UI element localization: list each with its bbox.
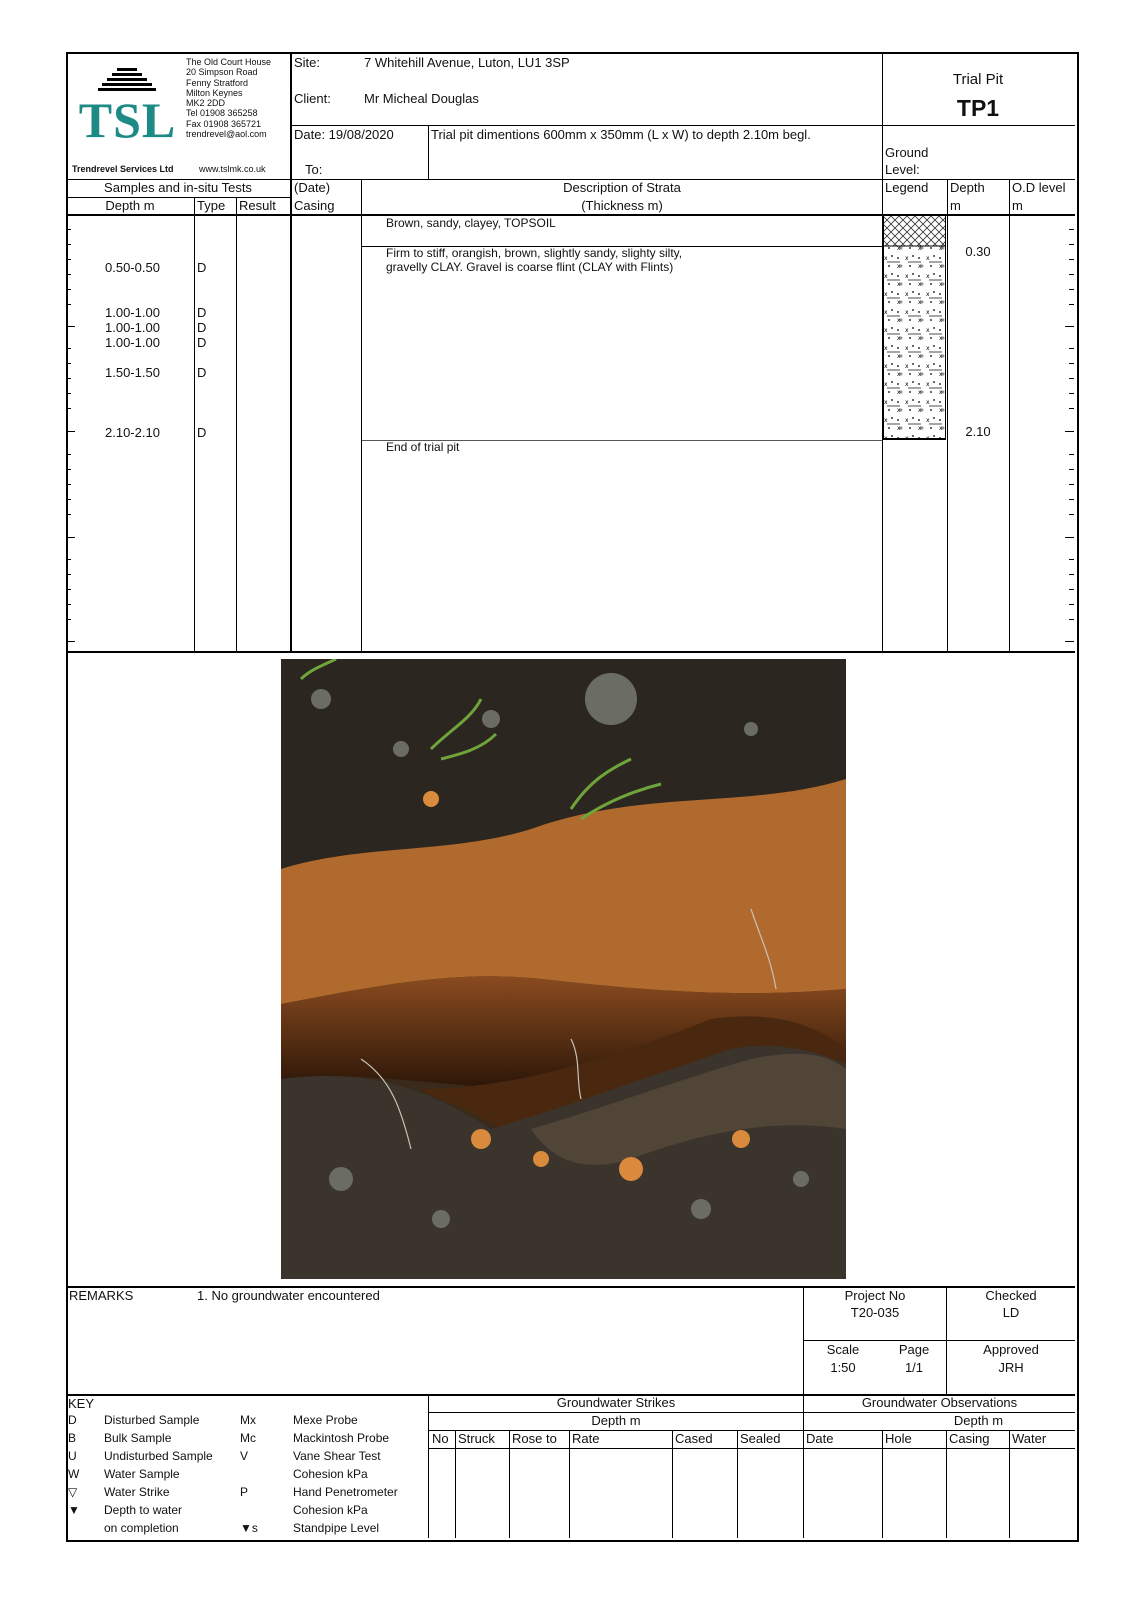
divider — [946, 1287, 947, 1395]
col-legend: Legend — [885, 180, 929, 195]
sample-type: D — [197, 305, 207, 320]
gw-col-hole: Hole — [885, 1431, 912, 1446]
scale-tick — [66, 604, 71, 605]
site-value: 7 Whitehill Avenue, Luton, LU1 3SP — [364, 55, 570, 70]
sample-depth: 1.50-1.50 — [105, 365, 160, 380]
gw-col-casing: Casing — [949, 1431, 990, 1446]
gw-col-no: No — [432, 1431, 449, 1446]
gw-col-rose-to: Rose to — [512, 1431, 557, 1446]
scale-tick — [1069, 244, 1074, 245]
key-title: KEY — [68, 1396, 95, 1411]
strata-description: gravelly CLAY. Gravel is coarse flint (CLAY with Flints) — [386, 260, 674, 274]
client-value: Mr Micheal Douglas — [364, 91, 479, 106]
scale-tick — [66, 289, 71, 290]
sample-type: D — [197, 260, 207, 275]
page-label: Page — [898, 1342, 930, 1357]
gw-col-cased: Cased — [675, 1431, 713, 1446]
divider — [1009, 1430, 1010, 1538]
address-line: The Old Court House — [186, 57, 272, 67]
scale-tick — [1065, 537, 1074, 538]
divider — [882, 1430, 883, 1538]
scale-tick — [1069, 289, 1074, 290]
divider — [291, 125, 1075, 126]
divider — [361, 180, 362, 652]
key-code: U — [68, 1449, 77, 1463]
gw-col-water: Water — [1012, 1431, 1047, 1446]
trial-pit-id: TP1 — [956, 95, 1000, 121]
address-line: Fenny Stratford — [186, 77, 249, 88]
water-depth-icon: ▼ — [68, 1503, 80, 1517]
trial-pit-note: Trial pit dimentions 600mm x 350mm (L x W) to depth 2.10m begl. — [431, 127, 811, 142]
address-line: Tel 01908 365258 — [186, 108, 258, 119]
key-row — [68, 1449, 213, 1467]
remarks-text: 1. No groundwater encountered — [197, 1288, 380, 1303]
key-desc: Water Sample — [104, 1467, 180, 1481]
sample-depth: 2.10-2.10 — [105, 425, 160, 440]
scale-tick — [66, 454, 71, 455]
scale-tick — [66, 537, 75, 538]
sample-type: D — [197, 365, 207, 380]
sample-depth: 1.00-1.00 — [105, 320, 160, 335]
scale-tick — [66, 326, 75, 327]
scale-tick — [66, 229, 71, 230]
col-depth-2: Depth — [950, 180, 985, 195]
sample-type: D — [197, 425, 207, 440]
strata-depth: 2.10 — [965, 424, 991, 439]
key-desc: Water Strike — [104, 1485, 170, 1499]
checked-label: Checked — [985, 1288, 1037, 1303]
scale-tick — [1069, 229, 1074, 230]
key-row — [240, 1413, 398, 1431]
scale-tick — [1069, 259, 1074, 260]
date-label: Date: 19/08/2020 — [294, 127, 394, 142]
scale-tick — [1069, 619, 1074, 620]
level-label: Level: — [885, 162, 920, 177]
divider — [509, 1430, 510, 1538]
key-row — [68, 1467, 213, 1485]
scale-tick — [1069, 393, 1074, 394]
key-row — [68, 1503, 213, 1521]
address-line: Fax 01908 365721 — [186, 118, 262, 129]
scale-tick — [1069, 484, 1074, 485]
company-address — [186, 57, 271, 139]
trial-pit-photo — [281, 659, 846, 1279]
company-website[interactable]: www.tslmk.co.uk — [199, 164, 266, 174]
key-row — [240, 1485, 398, 1503]
scale-tick — [66, 304, 71, 305]
scale-tick — [66, 378, 71, 379]
key-desc: Undisturbed Sample — [104, 1449, 213, 1463]
divider — [737, 1430, 738, 1538]
sample-type: D — [197, 320, 207, 335]
divider — [236, 197, 237, 652]
col-samples: Samples and in-situ Tests — [104, 180, 252, 195]
key-right — [240, 1413, 398, 1539]
scale-tick — [66, 469, 71, 470]
key-desc: Cohesion kPa — [293, 1467, 368, 1481]
divider — [428, 1448, 1075, 1449]
scale-tick — [66, 499, 71, 500]
scale-tick — [66, 393, 71, 394]
site-label: Site: — [294, 55, 321, 70]
client-label: Client: — [294, 91, 331, 106]
approved-label: Approved — [983, 1342, 1039, 1357]
scale-tick — [1065, 326, 1074, 327]
key-row — [240, 1521, 398, 1539]
col-od-level: O.D level — [1012, 180, 1066, 195]
key-left — [68, 1413, 213, 1539]
scale-tick — [1069, 469, 1074, 470]
strata-description: Brown, sandy, clayey, TOPSOIL — [386, 216, 556, 230]
scale-tick — [66, 641, 75, 642]
key-code: W — [68, 1467, 80, 1481]
key-row — [68, 1485, 213, 1503]
col-description: Description of Strata — [563, 180, 681, 195]
project-no-label: Project No — [844, 1288, 906, 1303]
scale-tick — [1069, 378, 1074, 379]
key-row — [240, 1467, 398, 1485]
key-desc: Vane Shear Test — [293, 1449, 381, 1463]
divider — [428, 125, 429, 180]
scale-tick — [66, 348, 71, 349]
logo-text: TSL — [78, 92, 177, 148]
key-desc: Mexe Probe — [293, 1413, 358, 1427]
divider — [290, 54, 292, 652]
approved-value: JRH — [998, 1360, 1024, 1375]
scale-tick — [1069, 559, 1074, 560]
strata-legend-graphic — [883, 216, 946, 442]
col-result: Result — [239, 198, 276, 213]
scale-tick — [1069, 363, 1074, 364]
key-desc: Disturbed Sample — [104, 1413, 200, 1427]
address-line: Milton Keynes — [186, 87, 243, 98]
checked-value: LD — [1002, 1305, 1020, 1320]
scale-tick — [66, 244, 71, 245]
scale-tick — [66, 431, 75, 432]
gw-col-rate: Rate — [572, 1431, 600, 1446]
key-desc: Cohesion kPa — [293, 1503, 368, 1517]
strata-description: Firm to stiff, orangish, brown, slightly sandy, slighty silty, — [386, 246, 683, 260]
key-code: Mc — [240, 1431, 256, 1445]
key-desc: Standpipe Level — [293, 1521, 380, 1535]
key-row — [240, 1431, 398, 1449]
sample-type: D — [197, 335, 207, 350]
sample-depth: 1.00-1.00 — [105, 305, 160, 320]
scale-tick — [1069, 574, 1074, 575]
divider — [66, 651, 1075, 653]
scale-tick — [1069, 514, 1074, 515]
scale-tick — [66, 589, 71, 590]
divider — [803, 1340, 1075, 1341]
strata-description: End of trial pit — [386, 440, 460, 454]
project-no-value: T20-035 — [850, 1305, 900, 1320]
remarks-label: REMARKS — [69, 1288, 134, 1303]
key-row — [240, 1503, 398, 1521]
scale-tick — [66, 619, 71, 620]
col-thickness: (Thickness m) — [581, 198, 663, 213]
key-desc: Bulk Sample — [104, 1431, 172, 1445]
scale-tick — [1069, 604, 1074, 605]
scale-tick — [66, 559, 71, 560]
scale-tick — [1065, 431, 1074, 432]
legend-hatch — [883, 216, 946, 442]
scale-label: Scale — [826, 1342, 860, 1357]
key-code: D — [68, 1413, 77, 1427]
scale-tick — [1069, 348, 1074, 349]
divider — [672, 1430, 673, 1538]
scale-tick — [66, 408, 71, 409]
scale-tick — [1069, 274, 1074, 275]
col-od-unit: m — [1012, 198, 1023, 213]
key-desc: Depth to water — [104, 1503, 183, 1517]
gw-obs-depth: Depth m — [953, 1413, 1004, 1428]
key-code: P — [240, 1485, 249, 1499]
scale-tick — [66, 574, 71, 575]
key-desc: Hand Penetrometer — [293, 1485, 398, 1499]
photo-illustration — [281, 659, 846, 1279]
company-name: Trendrevel Services Ltd — [72, 164, 174, 174]
water-strike-icon: ▽ — [68, 1485, 78, 1499]
gw-col-sealed: Sealed — [740, 1431, 781, 1446]
gw-strikes-title: Groundwater Strikes — [556, 1395, 676, 1410]
scale-tick — [1069, 454, 1074, 455]
key-code: B — [68, 1431, 77, 1445]
standpipe-icon: ▼s — [240, 1521, 258, 1535]
divider — [194, 197, 195, 652]
scale-tick — [1069, 304, 1074, 305]
sample-depth: 1.00-1.00 — [105, 335, 160, 350]
address-line: 20 Simpson Road — [186, 67, 258, 78]
gw-col-date: Date — [806, 1431, 834, 1446]
to-label: To: — [305, 162, 323, 177]
col-casing: Casing — [294, 198, 335, 213]
strata-depth: 0.30 — [965, 244, 991, 259]
gw-obs-title: Groundwater Observations — [861, 1395, 1018, 1410]
col-depth-2-unit: m — [950, 198, 961, 213]
scale-tick — [66, 514, 71, 515]
col-type: Type — [197, 198, 226, 213]
ground-label: Ground — [885, 145, 929, 160]
scale-tick — [1069, 499, 1074, 500]
divider — [1009, 180, 1010, 652]
divider — [455, 1430, 456, 1538]
page-value: 1/1 — [904, 1360, 924, 1375]
divider — [946, 1430, 947, 1538]
scale-tick — [66, 259, 71, 260]
gw-col-struck: Struck — [458, 1431, 495, 1446]
scale-tick — [1069, 589, 1074, 590]
scale-value: 1:50 — [830, 1360, 856, 1375]
key-row — [68, 1521, 213, 1539]
scale-tick — [1069, 408, 1074, 409]
trial-pit-label: Trial Pit — [952, 71, 1004, 88]
address-line: trendrevel@aol.com — [186, 129, 267, 140]
divider — [569, 1430, 570, 1538]
sample-depth: 0.50-0.50 — [105, 260, 160, 275]
gw-strikes-depth: Depth m — [591, 1413, 641, 1428]
company-logo — [70, 64, 185, 154]
scale-tick — [1065, 641, 1074, 642]
col-depth: Depth m — [105, 198, 155, 213]
scale-tick — [66, 484, 71, 485]
key-row — [68, 1431, 213, 1449]
key-desc: on completion — [104, 1521, 179, 1535]
key-code: Mx — [240, 1413, 256, 1427]
key-row — [68, 1413, 213, 1431]
address-line: MK2 2DD — [186, 98, 226, 109]
key-code: V — [240, 1449, 249, 1463]
scale-tick — [66, 274, 71, 275]
key-desc: Mackintosh Probe — [293, 1431, 390, 1445]
col-date: (Date) — [294, 180, 331, 195]
key-row — [240, 1449, 398, 1467]
scale-tick — [66, 363, 71, 364]
